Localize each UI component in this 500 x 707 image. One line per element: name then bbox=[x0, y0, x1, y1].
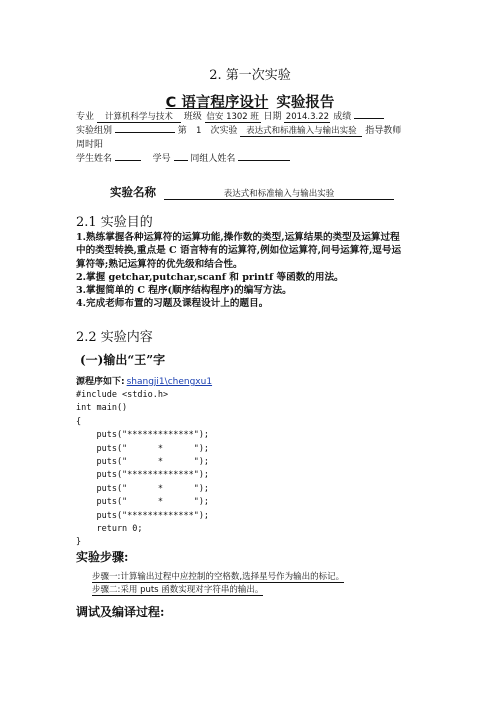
goal-heading: 2.1 实验目的 bbox=[76, 215, 153, 230]
score-value bbox=[354, 118, 384, 119]
group-value bbox=[115, 132, 175, 133]
goal-line: 3.掌握简单的 C 程序(顺序结构程序)的编写方法。 bbox=[76, 285, 292, 297]
content-subheading: (一)输出“王”字 bbox=[80, 353, 166, 367]
code-line: int main() bbox=[76, 403, 128, 414]
goal-list bbox=[76, 231, 430, 311]
chapter-heading: 2. 第一次实验 bbox=[209, 68, 291, 83]
info-row-2 bbox=[76, 125, 436, 137]
content-heading: 2.2 实验内容 bbox=[76, 330, 153, 345]
seq-prefix: 第 bbox=[177, 126, 187, 136]
code-line: puts("*************"); bbox=[76, 430, 210, 441]
teacher-label: 指导教师 bbox=[365, 126, 402, 136]
report-title bbox=[0, 91, 500, 112]
experiment-name-row bbox=[110, 184, 394, 200]
group-label: 实验组别 bbox=[76, 126, 113, 136]
partner-label: 同组人姓名 bbox=[190, 154, 236, 164]
id-label: 学号 bbox=[152, 154, 171, 164]
info-row-3 bbox=[76, 139, 436, 151]
step-item: 步骤二:采用 puts 函数实现对字符串的输出。 bbox=[92, 585, 264, 595]
code-line: return 0; bbox=[76, 524, 143, 535]
goal-line: 中的类型转换,重点是 C 语言特有的运算符,例如位运算符,问号运算符,逗号运 bbox=[76, 245, 402, 257]
major-label: 专业 bbox=[76, 112, 95, 122]
score-label: 成绩 bbox=[333, 112, 352, 122]
class-value: 信安 1302 班 bbox=[206, 112, 259, 122]
code-line: puts("*************"); bbox=[76, 470, 210, 481]
code-line: { bbox=[76, 416, 82, 427]
code-block bbox=[76, 389, 209, 550]
goal-line: 2.掌握 getchar,putchar,scanf 和 printf 等函数的用法。 bbox=[76, 271, 344, 283]
seq-value: 1 bbox=[195, 126, 202, 136]
teacher-value: 周时阳 bbox=[76, 140, 104, 150]
seq-suffix: 次实验 bbox=[210, 126, 238, 136]
code-line: puts(" * "); bbox=[76, 497, 210, 508]
code-line: puts(" * "); bbox=[76, 457, 210, 468]
partner-value bbox=[238, 160, 290, 161]
student-label: 学生姓名 bbox=[76, 154, 113, 164]
code-line: puts("*************"); bbox=[76, 510, 210, 521]
topic-value: 表达式和标准输入与输出实验 bbox=[240, 126, 362, 137]
experiment-name-label: 实验名称 bbox=[110, 185, 156, 199]
source-label: 源程序如下: bbox=[76, 377, 125, 387]
goal-line: 4.完成老师布置的习题及课程设计上的题目。 bbox=[76, 298, 269, 310]
debug-heading: 调试及编译过程: bbox=[76, 605, 165, 619]
step-item: 步骤一:计算输出过程中应控制的空格数,选择星号作为输出的标记。 bbox=[92, 572, 345, 582]
major-value: 计算机科学与技术 bbox=[97, 112, 181, 123]
source-link[interactable]: shangji1\chengxu1 bbox=[126, 377, 213, 387]
source-line bbox=[76, 374, 212, 387]
goal-line: 1.熟练掌握各种运算符的运算功能,操作数的类型,运算结果的类型及运算过程 bbox=[76, 232, 400, 243]
code-line: puts(" * "); bbox=[76, 483, 210, 494]
student-value bbox=[115, 160, 141, 161]
code-line: puts(" * "); bbox=[76, 443, 210, 454]
experiment-name-value: 表达式和标准输入与输出实验 bbox=[164, 189, 394, 200]
goal-line: 算符等;熟记运算符的优先级和结合性。 bbox=[76, 258, 243, 270]
report-label: 实验报告 bbox=[276, 95, 335, 111]
code-line: #include <stdio.h> bbox=[76, 390, 169, 400]
date-value: 2014.3.22 bbox=[285, 112, 330, 122]
course-name: C 语言程序设计 bbox=[165, 95, 269, 111]
id-value bbox=[174, 160, 188, 161]
info-row-4 bbox=[76, 153, 436, 165]
date-label: 日期 bbox=[263, 112, 282, 122]
class-label: 班级 bbox=[183, 112, 202, 122]
code-line: } bbox=[76, 537, 82, 548]
info-row-1 bbox=[76, 111, 436, 123]
steps-heading: 实验步骤: bbox=[76, 550, 129, 564]
